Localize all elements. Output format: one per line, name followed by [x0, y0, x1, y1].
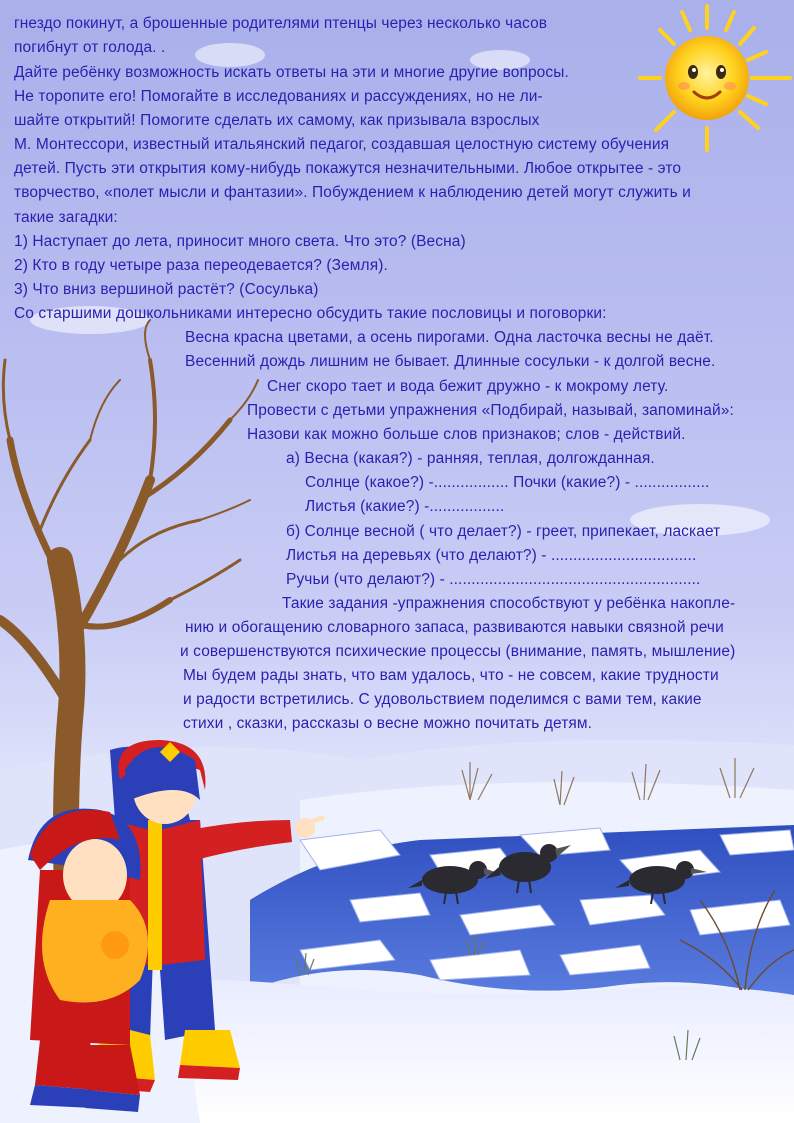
- exercise-a-sun: Солнце (какое?) -................. Почки (какие?) - .................: [305, 474, 710, 491]
- riddle-3: 3) Что вниз вершиной растёт? (Сосулька): [14, 281, 319, 298]
- sun-icon: [640, 6, 790, 150]
- text-line-7: детей. Пусть эти открытия кому-нибудь покажутся незначительными. Любое открытее - это: [14, 160, 682, 177]
- riddle-1: 1) Наступает до лета, приносит много света. Что это? (Весна): [14, 233, 466, 250]
- proverb-line-2: Весенний дождь лишним не бывает. Длинные сосульки - к долгой весне.: [185, 353, 716, 370]
- text-line-3: Дайте ребёнку возможность искать ответы на эти и многие другие вопросы.: [14, 64, 569, 81]
- text-line-4: Не торопите его! Помогайте в исследованиях и рассуждениях, но не ли-: [14, 88, 543, 105]
- text-line-6: М. Монтессори, известный итальянский педагог, создавшая целостную систему обучения: [14, 136, 670, 153]
- exercise-b-streams: Ручьи (что делают?) - .........................................................: [286, 571, 701, 588]
- exercise-a: а) Весна (какая?) - ранняя, теплая, долгожданная.: [286, 450, 655, 467]
- exercise-a-leaves: Листья (какие?) -.................: [305, 498, 505, 515]
- text-line-5: шайте открытий! Помогите сделать их самому, как призывала взрослых: [14, 112, 540, 129]
- exercise-instruction: Назови как можно больше слов признаков; слов - действий.: [247, 426, 686, 443]
- exercise-title: Провести с детьми упражнения «Подбирай, называй, запоминай»:: [247, 402, 734, 419]
- text-line-25: Такие задания -упражнения способствуют у ребёнка накопле-: [282, 595, 736, 612]
- exercise-b-leaves: Листья на деревьях (что делают?) - .................................: [286, 547, 697, 564]
- text-line-26: нию и обогащению словарного запаса, развиваются навыки связной речи: [185, 619, 724, 636]
- proverb-line-3: Снег скоро тает и вода бежит дружно - к мокрому лету.: [267, 378, 669, 395]
- text-line-8: творчество, «полет мысли и фантазии». Побуждением к наблюдению детей могут служить и: [14, 184, 691, 201]
- proverb-line-1: Весна красна цветами, а осень пирогами. Одна ласточка весны не даёт.: [185, 329, 714, 346]
- text-line-1: гнездо покинут, а брошенные родителями птенцы через несколько часов: [14, 15, 548, 32]
- text-line-29: и радости встретились. С удовольствием поделимся с вами тем, какие: [183, 691, 702, 708]
- text-line-2: погибнут от голода. .: [14, 39, 166, 56]
- text-line-27: и совершенствуются психические процессы (внимание, память, мышление): [180, 643, 736, 660]
- text-line-28: Мы будем рады знать, что вам удалось, что - не совсем, какие трудности: [183, 667, 719, 684]
- girl: [28, 809, 148, 1112]
- exercise-b: б) Солнце весной ( что делает?) - греет, припекает, ласкает: [286, 523, 721, 540]
- text-line-30: стихи , сказки, рассказы о весне можно почитать детям.: [183, 715, 593, 732]
- text-line-9: такие загадки:: [14, 209, 118, 226]
- text-line-13: Со старшими дошкольниками интересно обсудить такие пословицы и поговорки:: [14, 305, 607, 322]
- riddle-2: 2) Кто в году четыре раза переодевается? (Земля).: [14, 257, 388, 274]
